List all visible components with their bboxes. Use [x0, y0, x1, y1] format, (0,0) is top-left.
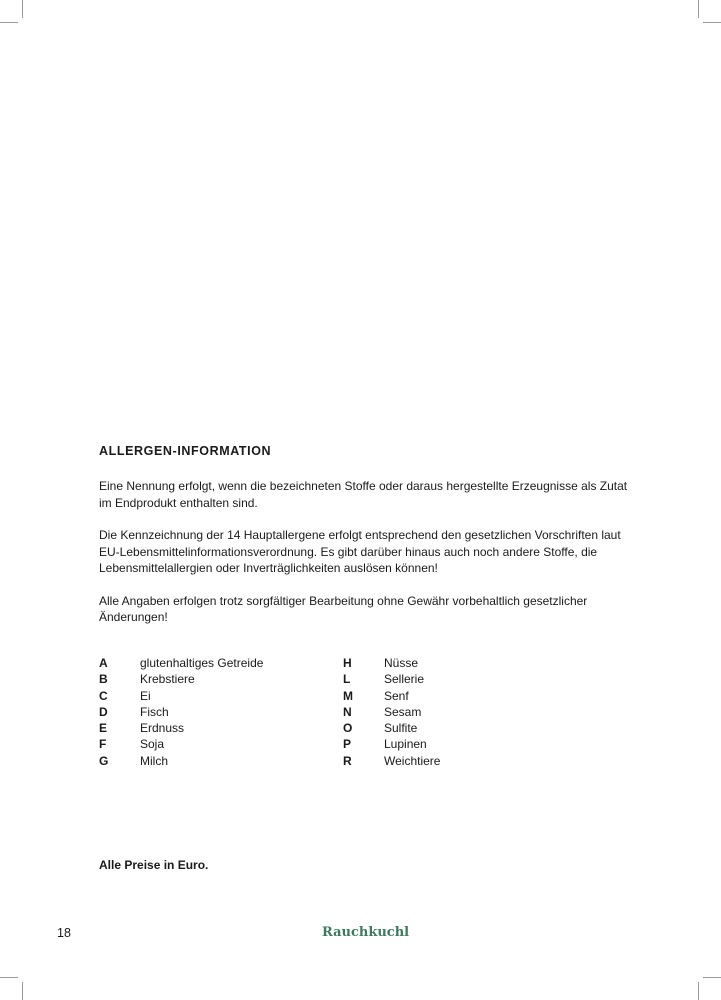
allergen-column-right: [343, 655, 440, 769]
allergen-column-left: [99, 655, 263, 769]
allergen-code: D: [99, 704, 108, 719]
allergen-label: Sulfite: [384, 721, 418, 736]
allergen-code: B: [99, 672, 108, 687]
allergen-label: Milch: [140, 753, 169, 768]
allergen-code: F: [99, 737, 107, 752]
allergen-label: Sellerie: [384, 672, 425, 687]
allergen-code: R: [343, 753, 352, 768]
allergen-code: O: [343, 721, 353, 736]
allergen-row: [343, 736, 440, 752]
allergen-label: Fisch: [140, 704, 169, 719]
crop-mark-bottom-right: [698, 982, 699, 1000]
allergen-label: Lupinen: [384, 737, 427, 752]
allergen-label: Nüsse: [384, 656, 419, 670]
allergen-label: Weichtiere: [384, 753, 441, 768]
allergen-code: C: [99, 688, 108, 703]
paragraph-3: Alle Angaben erfolgen trotz sorgfältiger Bearbeitung ohne Gewähr vorbehaltlich gesetzlicher Änderungen!: [99, 593, 588, 624]
allergen-label: Erdnuss: [140, 721, 185, 736]
allergen-row: [99, 704, 263, 720]
crop-mark-top-right-h: [703, 22, 721, 23]
crop-mark-top-left: [22, 0, 23, 18]
allergen-code: P: [343, 737, 352, 752]
allergen-label: Ei: [140, 688, 151, 703]
crop-mark-bottom-left-h: [0, 977, 18, 978]
allergen-row: [343, 688, 440, 704]
allergen-code: L: [343, 672, 351, 687]
paragraph-1: Eine Nennung erfolgt, wenn die bezeichneten Stoffe oder daraus hergestellte Erzeugnisse als Zutat im Endprodukt enthalten sind.: [99, 479, 628, 510]
allergen-row: [99, 736, 263, 752]
allergen-row: [343, 655, 440, 671]
allergen-row: [99, 720, 263, 736]
allergen-label: Sesam: [384, 704, 422, 719]
allergen-label: Soja: [140, 737, 165, 752]
crop-mark-bottom-left: [22, 982, 23, 1000]
crop-mark-top-right: [698, 0, 699, 18]
paragraph-2: Die Kennzeichnung der 14 Hauptallergene erfolgt entsprechend den gesetzlichen Vorschriften laut EU-Lebensmittelinformationsverordnung. Es gibt darüber hinaus auch noch andere Stoffe, die Lebensmittelallergien oder Inverträglichkeiten auslösen können!: [99, 528, 621, 575]
allergen-code: A: [99, 656, 108, 670]
allergen-label: Krebstiere: [140, 672, 195, 687]
allergen-row: [99, 753, 263, 769]
allergen-row: [343, 671, 440, 687]
brand-logo-text: Rauchkuchl: [322, 925, 410, 940]
allergen-code: M: [343, 688, 353, 703]
section-heading: ALLERGEN-INFORMATION: [99, 444, 272, 458]
allergen-row: [99, 655, 263, 671]
crop-mark-top-left-h: [0, 22, 18, 23]
allergen-row: [99, 671, 263, 687]
allergen-code: E: [99, 721, 108, 736]
prices-note: Alle Preise in Euro.: [99, 858, 209, 872]
allergen-row: [343, 753, 440, 769]
allergen-label: glutenhaltiges Getreide: [140, 656, 264, 670]
allergen-row: [343, 720, 440, 736]
allergen-row: [343, 704, 440, 720]
crop-mark-bottom-right-h: [703, 977, 721, 978]
allergen-info-section: [99, 443, 629, 642]
allergen-code: G: [99, 753, 109, 768]
allergen-row: [99, 688, 263, 704]
allergen-label: Senf: [384, 688, 409, 703]
page-number: 18: [57, 926, 71, 940]
allergen-code: H: [343, 656, 352, 670]
allergen-code: N: [343, 704, 352, 719]
